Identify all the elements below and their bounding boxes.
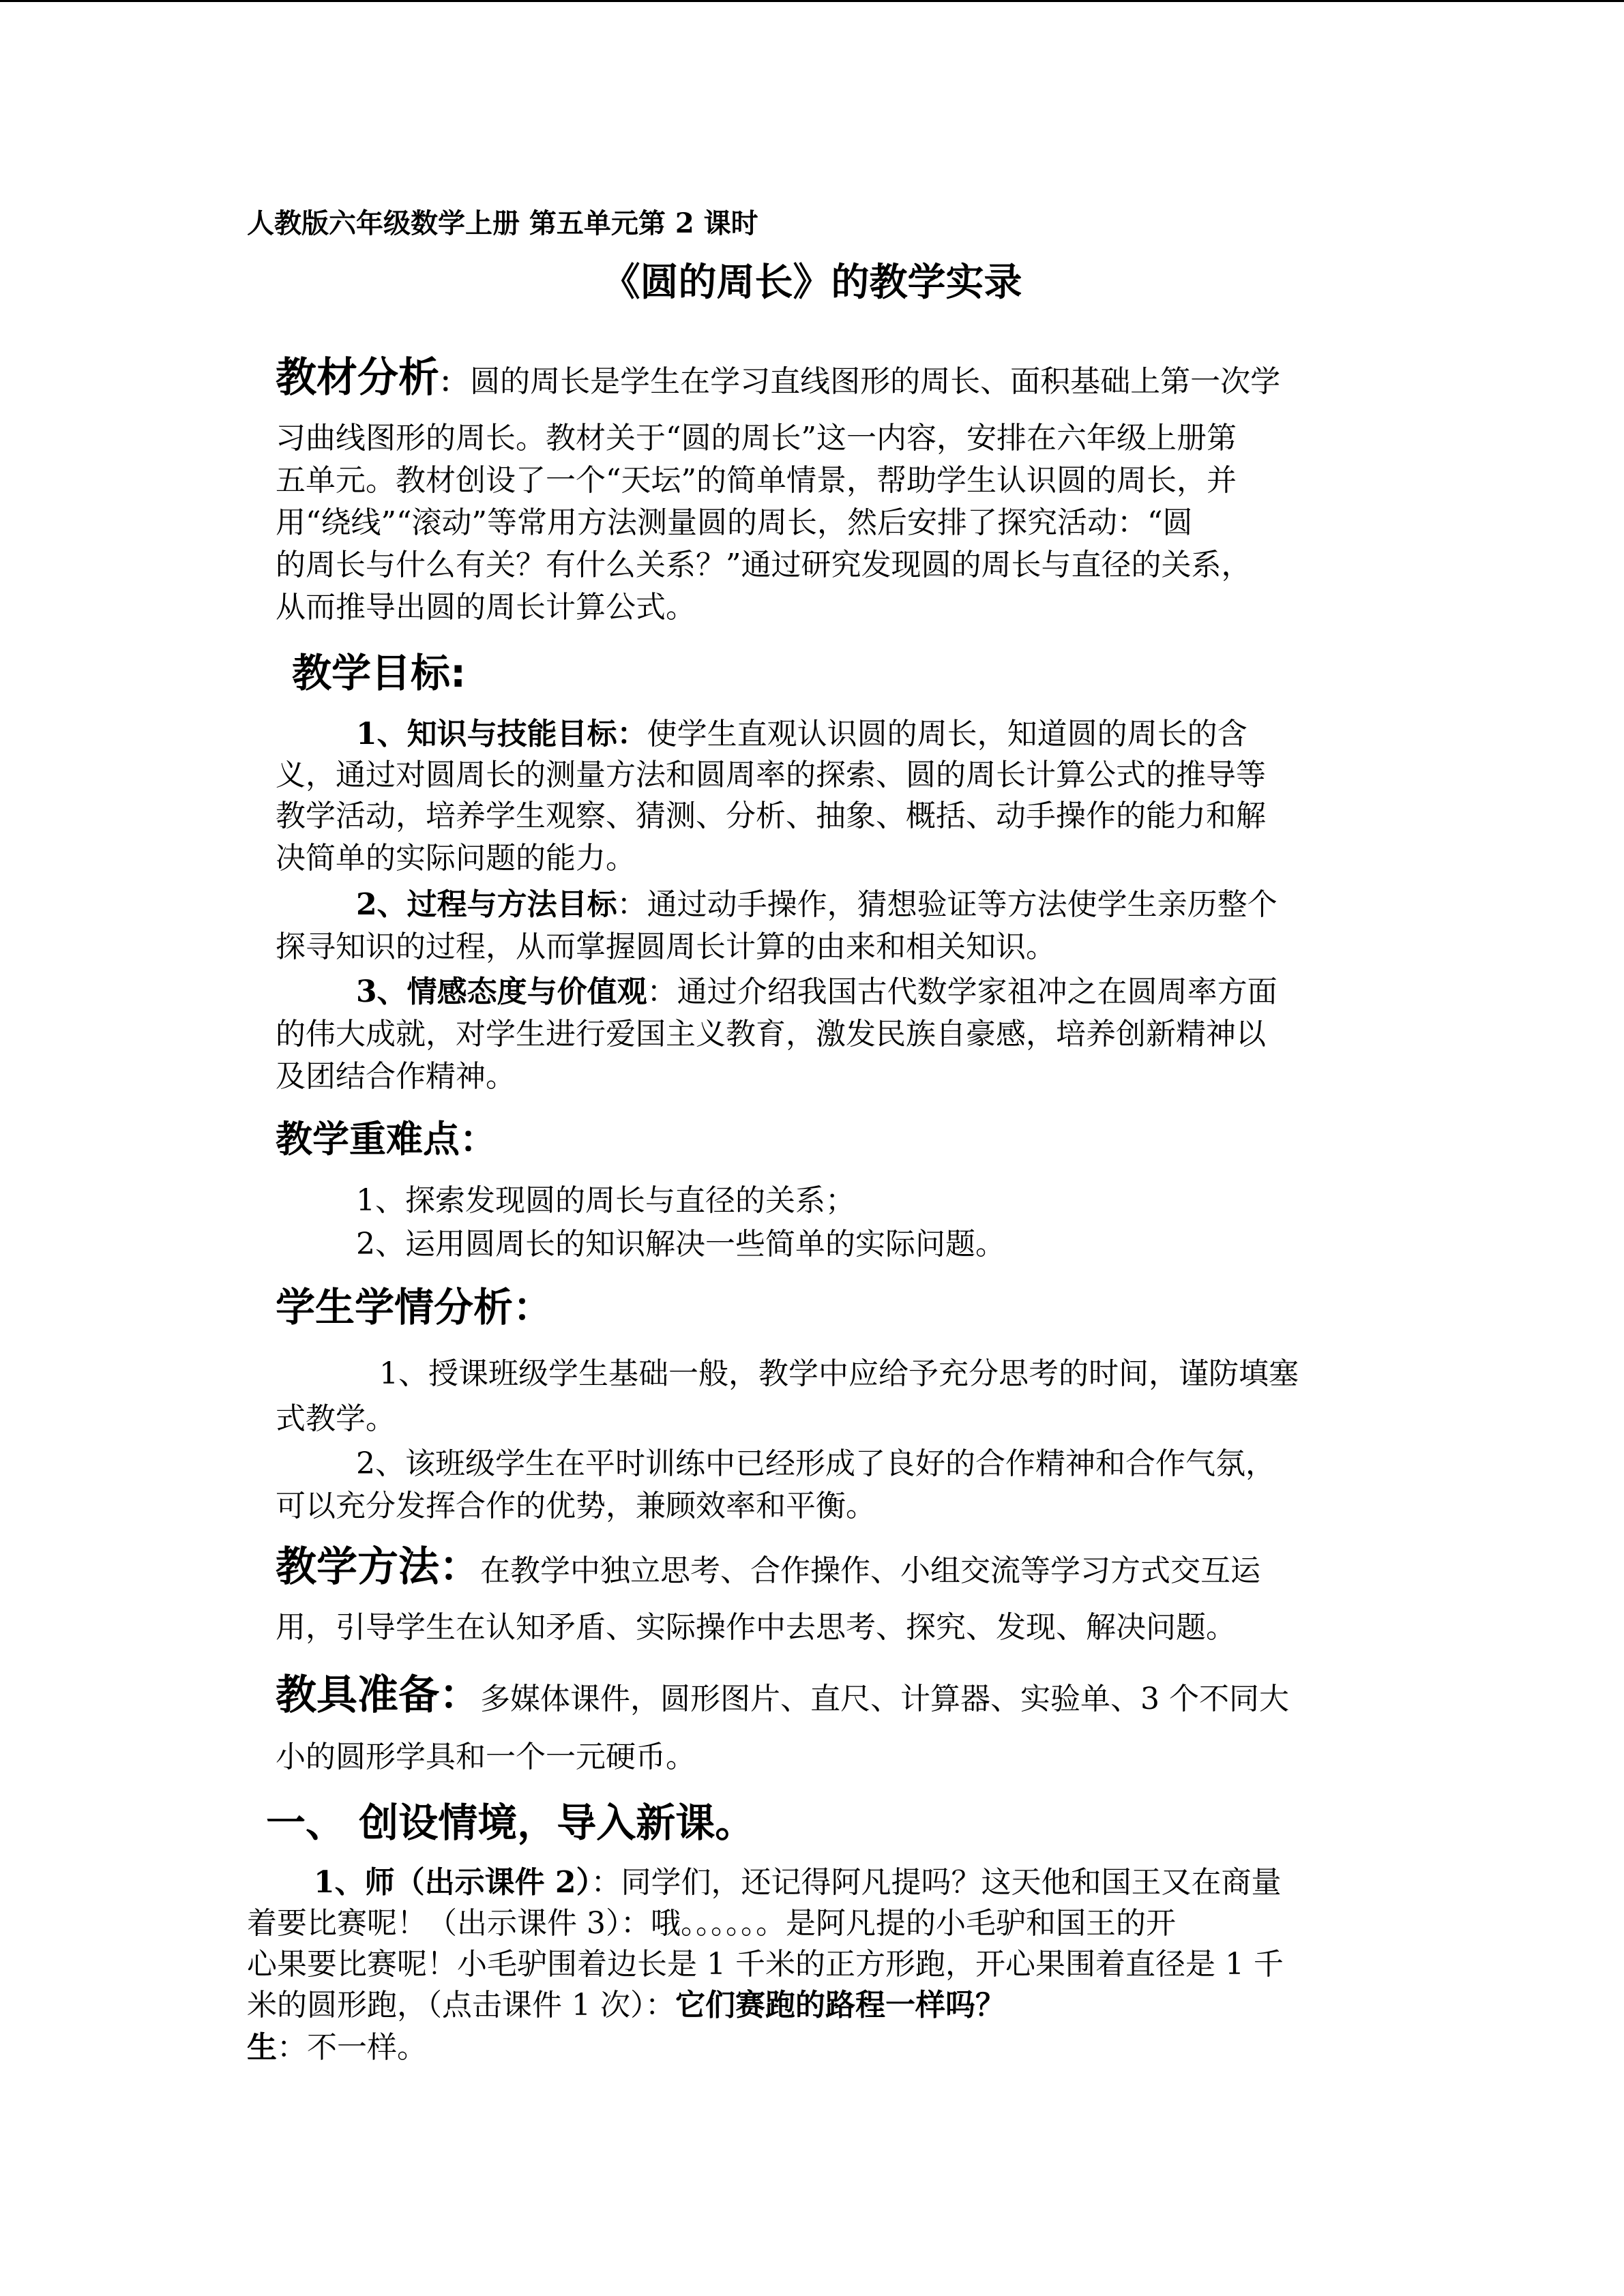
keypoint-item-1: 1、探索发现圆的周长与直径的关系； [356,1183,855,1218]
students-line-1: 1、授课班级学生基础一般，教学中应给予充分思考的时间，谨防填塞 [379,1356,1299,1391]
goal-3-line-3: 及团结合作精神。 [276,1059,516,1094]
goals-heading: 教学目标: [292,650,467,696]
answer-label: 生 [247,2030,277,2065]
goal-1-label: 1、知识与技能目标： [356,717,647,751]
analysis-heading: 教材分析 [276,354,439,402]
goal-3-line-2: 的伟大成就，对学生进行爱国主义教育，激发民族自豪感，培养创新精神以 [276,1017,1266,1052]
tools-heading: 教具准备： [276,1671,480,1719]
goal-1-first-line [356,709,1247,753]
page-top-border [0,0,1624,2]
section-1-para-lead: 1、师（出示课件 2） [314,1865,591,1900]
goal-2-line-2: 探寻知识的过程，从而掌握圆周长计算的由来和相关知识。 [276,929,1056,964]
method-line-2: 用，引导学生在认知矛盾、实际操作中去思考、探究、发现、解决问题。 [276,1610,1236,1645]
analysis-line-2: 习曲线图形的周长。教材关于“圆的周长”这一内容，安排在六年级上册第 [276,421,1237,456]
students-heading: 学生学情分析： [276,1284,553,1330]
analysis-line-6: 从而推导出圆的周长计算公式。 [276,590,696,625]
keypoint-item-2: 2、运用圆周长的知识解决一些简单的实际问题。 [356,1227,1005,1262]
goal-2-text: ：通过动手操作，猜想验证等方法使学生亲历整个 [617,887,1278,922]
goal-2-first-line [356,880,1278,923]
lesson-subtitle: 人教版六年级数学上册 第五单元第 2 课时 [247,207,758,239]
students-line-2: 式教学。 [276,1401,396,1436]
keypoints-heading: 教学重难点： [276,1118,497,1161]
answer-text: ：不一样。 [277,2030,427,2065]
goal-1-line-4: 决简单的实际问题的能力。 [276,841,636,876]
goal-3-first-line [356,967,1278,1011]
tools-line-2: 小的圆形学具和一个一元硬币。 [276,1740,696,1774]
method-heading: 教学方法： [276,1543,480,1591]
section-1-question: 它们赛跑的路程一样吗？ [675,1988,1005,2023]
goal-3-text: ：通过介绍我国古代数学家祖冲之在圆周率方面 [647,974,1278,1009]
analysis-line-4: 用“绕线”“滚动”等常用方法测量圆的周长，然后安排了探究活动：“圆 [276,505,1193,540]
analysis-section [276,345,1280,404]
section-1-para-text-1: ：同学们，还记得阿凡提吗？这天他和国王又在商量 [591,1865,1282,1900]
goal-3-label: 3、情感态度与价值观 [356,974,647,1009]
students-line-3: 2、该班级学生在平时训练中已经形成了良好的合作精神和合作气氛， [356,1446,1275,1481]
section-1-para-line-3: 心果要比赛呢！小毛驴围着边长是 1 千米的正方形跑，开心果围着直径是 1 千 [247,1947,1284,1982]
tools-line-1: 多媒体课件，圆形图片、直尺、计算器、实验单、3 个不同大 [480,1682,1289,1716]
goal-1-line-3: 教学活动，培养学生观察、猜测、分析、抽象、概括、动手操作的能力和解 [276,799,1266,833]
goal-1-text: 使学生直观认识圆的周长，知道圆的周长的含 [647,717,1247,751]
method-section [276,1534,1260,1593]
goal-1-line-2: 义，通过对圆周长的测量方法和圆周率的探索、圆的周长计算公式的推导等 [276,758,1266,792]
students-line-4: 可以充分发挥合作的优势，兼顾效率和平衡。 [276,1489,876,1523]
goal-2-label: 2、过程与方法目标 [356,887,617,922]
section-1-para-text-4: 米的圆形跑，（点击课件 1 次）： [247,1988,675,2023]
analysis-line-1: 圆的周长是学生在学习直线图形的周长、面积基础上第一次学 [470,364,1281,399]
method-line-1: 在教学中独立思考、合作操作、小组交流等学习方式交互运 [480,1553,1260,1588]
analysis-line-3: 五单元。教材创设了一个“天坛”的简单情景，帮助学生认识圆的周长，并 [276,463,1237,498]
section-1-para-line-2: 着要比赛呢！（出示课件 3）：哦。。。。。。是阿凡提的小毛驴和国王的开 [247,1906,1176,1941]
page-title: 《圆的周长》的教学实录 [602,260,1022,305]
tools-section [276,1663,1289,1721]
section-1-answer [247,2023,427,2066]
section-1-para-line-4 [247,1980,1005,2024]
analysis-heading-sep: ： [439,367,467,398]
section-1-para-first-line [314,1858,1282,1901]
section-1-heading: 一、 创设情境，导入新课。 [266,1800,755,1846]
analysis-line-5: 的周长与什么有关？有什么关系？”通过研究发现圆的周长与直径的关系， [276,548,1252,582]
